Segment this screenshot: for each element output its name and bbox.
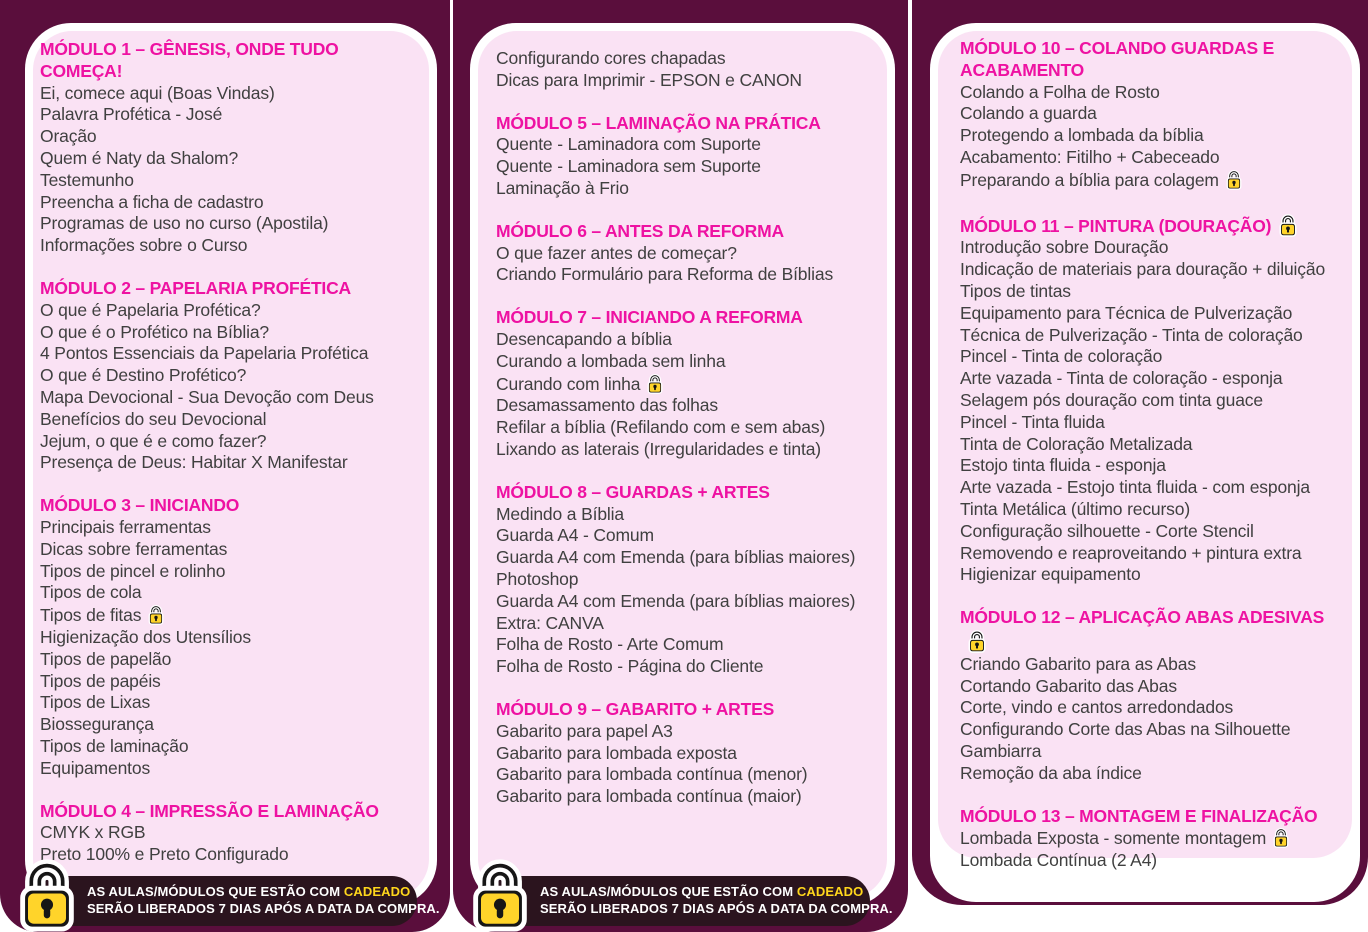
lesson-item-text: Lombada Contínua (2 A4) [960, 850, 1157, 871]
lesson-item-text: Guarda A4 - Comum [496, 525, 654, 546]
locked-notice-banner [478, 876, 893, 926]
lesson-list [40, 300, 425, 474]
lesson-item [40, 758, 425, 780]
lesson-item-text: Arte vazada - Tinta de coloração - esponja [960, 368, 1283, 389]
padlock-icon [468, 856, 532, 932]
module-title-text: MÓDULO 9 – GABARITO + ARTES [496, 698, 775, 719]
lesson-item [960, 543, 1348, 565]
lesson-item-text: Técnica de Pulverização - Tinta de coloração [960, 324, 1303, 345]
lesson-item [496, 591, 881, 613]
module-title [496, 482, 881, 504]
lesson-item-text: Acabamento: Fitilho + Cabeceado [960, 146, 1220, 167]
module-title [496, 699, 881, 721]
lesson-item-text: Guarda A4 com Emenda (para bíblias maiores) [496, 547, 856, 568]
locked-notice-text [540, 884, 893, 918]
lesson-item [40, 822, 425, 844]
page-3-card-content [938, 31, 1352, 871]
lesson-item [960, 368, 1348, 390]
lesson-item-text: Indicação de materiais para douração + diluição [960, 259, 1326, 280]
padlock-icon [1272, 827, 1290, 848]
lesson-item [960, 676, 1348, 698]
module-section [40, 801, 425, 866]
lesson-item [960, 697, 1348, 719]
lesson-item [960, 390, 1348, 412]
lesson-item [496, 243, 881, 265]
lesson-list [40, 822, 425, 866]
lesson-item-text: Tipos de laminação [40, 735, 189, 756]
lesson-item-text: Tinta Metálica (último recurso) [960, 498, 1191, 519]
lesson-list [496, 329, 881, 461]
lesson-item [496, 178, 881, 200]
module-title-text: MÓDULO 4 – IMPRESSÃO E LAMINAÇÃO [40, 800, 379, 821]
lesson-item [960, 741, 1348, 763]
lesson-list [960, 237, 1348, 586]
lesson-item-text: 4 Pontos Essenciais da Papelaria Profética [40, 343, 369, 364]
padlock-icon [15, 856, 79, 932]
lesson-item-text: Lixando as laterais (Irregularidades e tinta) [496, 438, 821, 459]
page-1 [0, 0, 450, 932]
lesson-item-text: Criando Gabarito para as Abas [960, 653, 1196, 674]
lesson-item-text: Jejum, o que é e como fazer? [40, 430, 267, 451]
module-title [496, 307, 881, 329]
lesson-item [960, 325, 1348, 347]
module-section [496, 113, 881, 200]
lesson-item-text: Estojo tinta fluida - esponja [960, 455, 1166, 476]
module-title-text: MÓDULO 2 – PAPELARIA PROFÉTICA [40, 277, 351, 298]
lesson-item [496, 134, 881, 156]
lesson-item [960, 850, 1348, 872]
module-section [960, 38, 1348, 192]
locked-notice-text [87, 884, 440, 918]
lesson-item-text: Dicas sobre ferramentas [40, 538, 228, 559]
lesson-item-text: Arte vazada - Estojo tinta fluida - com esponja [960, 477, 1310, 498]
lesson-item-text: Guarda A4 com Emenda (para bíblias maiores) [496, 590, 856, 611]
lesson-item-text: Tipos de cola [40, 582, 142, 603]
lesson-item-text: Quente - Laminadora com Suporte [496, 134, 761, 155]
lesson-item-text: Principais ferramentas [40, 516, 211, 537]
lesson-item-text: O que fazer antes de começar? [496, 242, 737, 263]
lesson-item [960, 412, 1348, 434]
lesson-item-text: Configuração silhouette - Corte Stencil [960, 520, 1254, 541]
padlock-icon [1225, 169, 1243, 190]
lesson-item [40, 671, 425, 693]
lesson-item-text: Benefícios do seu Devocional [40, 408, 267, 429]
lesson-item [40, 409, 425, 431]
page-1-card [25, 23, 437, 906]
module-title-text: MÓDULO 6 – ANTES DA REFORMA [496, 220, 784, 241]
module-title [960, 38, 1348, 82]
lesson-item-text: Pincel - Tinta fluida [960, 411, 1105, 432]
page-2 [453, 0, 908, 932]
lesson-item-text: Dicas para Imprimir - EPSON e CANON [496, 69, 802, 90]
lesson-item [40, 104, 425, 126]
lesson-item-text: Presença de Deus: Habitar X Manifestar [40, 452, 348, 473]
lesson-item [496, 525, 881, 547]
notice-highlight: CADEADO [343, 884, 411, 899]
page-1-card-content [33, 31, 429, 898]
lesson-item [960, 125, 1348, 147]
lesson-list [496, 48, 881, 92]
module-section [960, 607, 1348, 784]
lesson-item [960, 827, 1348, 850]
module-title-text: MÓDULO 3 – INICIANDO [40, 495, 240, 516]
notice-line1: AS AULAS/MÓDULOS QUE ESTÃO COM [540, 884, 797, 899]
lesson-item-text: Introdução sobre Douração [960, 237, 1169, 258]
padlock-icon [147, 604, 165, 625]
lesson-item-text: Tipos de fitas [40, 605, 142, 626]
lesson-item [960, 103, 1348, 125]
lesson-item [496, 613, 881, 635]
page-2-card [470, 23, 895, 906]
lesson-item [960, 346, 1348, 368]
padlock-icon [967, 629, 987, 653]
lesson-item-text: Biossegurança [40, 714, 154, 735]
lesson-item [496, 547, 881, 569]
lesson-item [496, 634, 881, 656]
lesson-item-text: Curando com linha [496, 373, 641, 394]
lesson-item [496, 395, 881, 417]
lesson-item [40, 365, 425, 387]
lesson-item [496, 786, 881, 808]
lesson-item-text: Higienizar equipamento [960, 564, 1141, 585]
lesson-item [960, 169, 1348, 192]
lesson-item-text: Gabarito para lombada contínua (maior) [496, 786, 802, 807]
lesson-item [496, 569, 881, 591]
notice-highlight: CADEADO [796, 884, 864, 899]
lesson-list [960, 82, 1348, 192]
lesson-item-text: Ei, comece aqui (Boas Vindas) [40, 82, 275, 103]
module-title-text: MÓDULO 13 – MONTAGEM E FINALIZAÇÃO [960, 805, 1318, 826]
page-3-card [930, 23, 1360, 902]
lesson-item-text: Gabarito para lombada contínua (menor) [496, 764, 808, 785]
notice-line2: SERÃO LIBERADOS 7 DIAS APÓS A DATA DA COMPRA. [87, 900, 440, 916]
lesson-item [40, 83, 425, 105]
lesson-item-text: Higienização dos Utensílios [40, 626, 251, 647]
lesson-list [496, 721, 881, 808]
lesson-item-text: Configurando cores chapadas [496, 48, 726, 68]
lesson-item-text: Tipos de papéis [40, 670, 161, 691]
lesson-item [40, 736, 425, 758]
module-section [40, 278, 425, 474]
lesson-item-text: Configurando Corte das Abas na Silhouette [960, 719, 1291, 740]
lesson-item-text: Mapa Devocional - Sua Devoção com Deus [40, 386, 374, 407]
lesson-item [40, 649, 425, 671]
lesson-item-text: Medindo a Bíblia [496, 503, 624, 524]
module-title [40, 278, 425, 300]
lesson-item-text: O que é Papelaria Profética? [40, 299, 261, 320]
lesson-item-text: Photoshop [496, 568, 579, 589]
lesson-item-text: Equipamento para Técnica de Pulverização [960, 302, 1293, 323]
lesson-item [960, 303, 1348, 325]
lesson-item [960, 237, 1348, 259]
lesson-item [960, 654, 1348, 676]
padlock-icon [646, 373, 664, 394]
lesson-item [960, 281, 1348, 303]
lesson-item [960, 763, 1348, 785]
lesson-item-text: Protegendo a lombada da bíblia [960, 125, 1204, 146]
lesson-item [496, 417, 881, 439]
lesson-item-text: Gambiarra [960, 740, 1042, 761]
lesson-item [496, 439, 881, 461]
lesson-item [40, 343, 425, 365]
lesson-item [960, 455, 1348, 477]
lesson-item-text: Gabarito para lombada exposta [496, 742, 737, 763]
lesson-item-text: Selagem pós douração com tinta guace [960, 389, 1263, 410]
lesson-item [40, 452, 425, 474]
lesson-item [960, 82, 1348, 104]
lesson-item-text: Preparando a bíblia para colagem [960, 169, 1219, 190]
lesson-item-text: Preencha a ficha de cadastro [40, 191, 264, 212]
module-section [40, 39, 425, 257]
lesson-item [496, 743, 881, 765]
lesson-list [40, 83, 425, 257]
module-title [496, 113, 881, 135]
module-title [960, 806, 1348, 828]
lesson-item-text: Folha de Rosto - Página do Cliente [496, 656, 764, 677]
module-section [496, 48, 881, 92]
lesson-item-text: Tipos de tintas [960, 280, 1071, 301]
lesson-item [496, 156, 881, 178]
lesson-item [40, 322, 425, 344]
module-section [496, 482, 881, 678]
module-section [40, 495, 425, 779]
lesson-item [40, 517, 425, 539]
module-title-text: MÓDULO 1 – GÊNESIS, ONDE TUDO COMEÇA! [40, 39, 339, 81]
lesson-item [960, 719, 1348, 741]
lesson-item [40, 300, 425, 322]
lesson-item-text: Colando a guarda [960, 103, 1097, 124]
module-section [496, 699, 881, 808]
lesson-item [960, 434, 1348, 456]
lesson-item-text: Oração [40, 126, 97, 147]
lesson-item-text: Testemunho [40, 169, 134, 190]
lesson-item [40, 431, 425, 453]
lesson-list [960, 654, 1348, 785]
module-section [960, 806, 1348, 872]
module-section [960, 213, 1348, 587]
module-title-text: MÓDULO 12 – APLICAÇÃO ABAS ADESIVAS [960, 607, 1325, 628]
lesson-item-text: Remoção da aba índice [960, 762, 1142, 783]
lesson-item [40, 561, 425, 583]
lesson-item [496, 48, 881, 70]
lesson-item-text: Informações sobre o Curso [40, 235, 248, 256]
module-title-text: MÓDULO 8 – GUARDAS + ARTES [496, 481, 770, 502]
lesson-item [960, 477, 1348, 499]
lesson-item-text: Preto 100% e Preto Configurado [40, 844, 289, 865]
lesson-item-text: O que é Destino Profético? [40, 365, 247, 386]
lesson-item-text: Laminação à Frio [496, 177, 629, 198]
lesson-list [40, 517, 425, 780]
lesson-item [40, 170, 425, 192]
module-title [496, 221, 881, 243]
lesson-item [40, 582, 425, 604]
lesson-item [496, 373, 881, 396]
lesson-item [960, 259, 1348, 281]
locked-notice-banner [25, 876, 440, 926]
lesson-item [496, 504, 881, 526]
lesson-item [40, 192, 425, 214]
lesson-item-text: CMYK x RGB [40, 822, 146, 843]
notice-line1: AS AULAS/MÓDULOS QUE ESTÃO COM [87, 884, 344, 899]
module-title [40, 39, 425, 83]
lesson-item [40, 604, 425, 627]
padlock-icon [1278, 213, 1298, 237]
lesson-item-text: Tinta de Coloração Metalizada [960, 433, 1193, 454]
lesson-item [960, 521, 1348, 543]
lesson-item [496, 721, 881, 743]
lesson-item-text: Lombada Exposta - somente montagem [960, 828, 1267, 849]
lesson-item [40, 235, 425, 257]
lesson-list [960, 827, 1348, 872]
lesson-item-text: Curando a lombada sem linha [496, 350, 726, 371]
lesson-item [40, 627, 425, 649]
lesson-item-text: Refilar a bíblia (Refilando com e sem abas) [496, 417, 826, 438]
lesson-item-text: Pincel - Tinta de coloração [960, 346, 1163, 367]
lesson-item-text: Desencapando a bíblia [496, 328, 672, 349]
lesson-item-text: Criando Formulário para Reforma de Bíblias [496, 264, 834, 285]
lesson-item [496, 656, 881, 678]
module-title [40, 495, 425, 517]
lesson-item-text: Gabarito para papel A3 [496, 720, 673, 741]
lesson-item [496, 329, 881, 351]
lesson-item-text: Cortando Gabarito das Abas [960, 675, 1177, 696]
lesson-item [40, 692, 425, 714]
module-section [496, 307, 881, 461]
lesson-item-text: Extra: CANVA [496, 612, 604, 633]
module-title [960, 607, 1348, 654]
lesson-item-text: Desamassamento das folhas [496, 395, 718, 416]
lesson-item-text: Quente - Laminadora sem Suporte [496, 156, 761, 177]
module-title-text: MÓDULO 11 – PINTURA (DOURAÇÃO) [960, 215, 1272, 236]
notice-line2: SERÃO LIBERADOS 7 DIAS APÓS A DATA DA COMPRA. [540, 900, 893, 916]
lesson-item [960, 147, 1348, 169]
lesson-list [496, 243, 881, 287]
lesson-item [496, 70, 881, 92]
lesson-item [960, 499, 1348, 521]
lesson-item-text: Programas de uso no curso (Apostila) [40, 213, 329, 234]
page-3 [912, 0, 1368, 905]
lesson-item [960, 564, 1348, 586]
lesson-item-text: O que é o Profético na Bíblia? [40, 321, 269, 342]
lesson-list [496, 134, 881, 199]
lesson-item-text: Equipamentos [40, 757, 151, 778]
lesson-list [496, 504, 881, 678]
module-title-text: MÓDULO 7 – INICIANDO A REFORMA [496, 307, 803, 328]
lesson-item-text: Removendo e reaproveitando + pintura extra [960, 542, 1302, 563]
lesson-item [496, 764, 881, 786]
module-title [960, 213, 1348, 238]
lesson-item [40, 714, 425, 736]
lesson-item-text: Corte, vindo e cantos arredondados [960, 697, 1234, 718]
lesson-item [40, 387, 425, 409]
lesson-item-text: Quem é Naty da Shalom? [40, 147, 239, 168]
lesson-item-text: Colando a Folha de Rosto [960, 81, 1160, 102]
lesson-item [496, 351, 881, 373]
lesson-item [496, 264, 881, 286]
lesson-item [40, 539, 425, 561]
page-2-card-content [478, 31, 887, 898]
lesson-item [40, 126, 425, 148]
lesson-item [40, 844, 425, 866]
lesson-item [40, 148, 425, 170]
module-section [496, 221, 881, 286]
module-title-text: MÓDULO 5 – LAMINAÇÃO NA PRÁTICA [496, 112, 821, 133]
lesson-item-text: Tipos de Lixas [40, 692, 151, 713]
lesson-item-text: Tipos de papelão [40, 648, 172, 669]
lesson-item-text: Tipos de pincel e rolinho [40, 560, 226, 581]
module-title [40, 801, 425, 823]
lesson-item [40, 213, 425, 235]
lesson-item-text: Folha de Rosto - Arte Comum [496, 634, 724, 655]
lesson-item-text: Palavra Profética - José [40, 104, 223, 125]
module-title-text: MÓDULO 10 – COLANDO GUARDAS E ACABAMENTO [960, 38, 1275, 80]
